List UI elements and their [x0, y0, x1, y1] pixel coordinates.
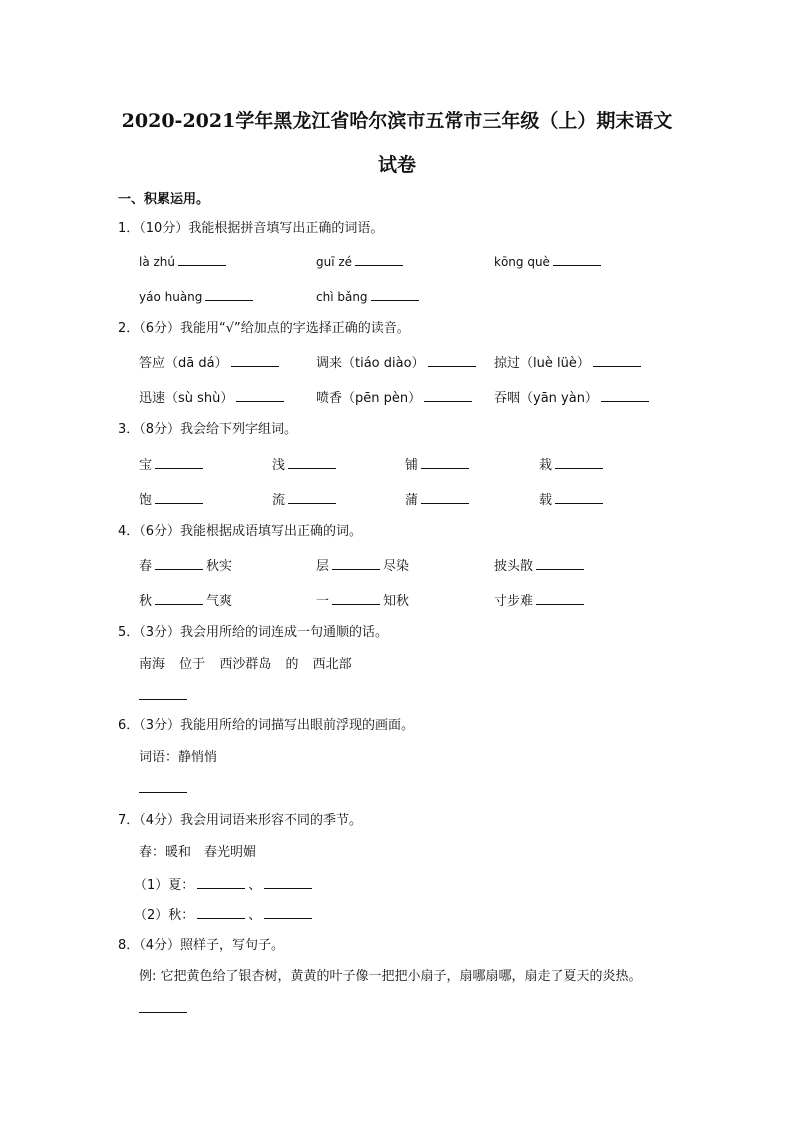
q5-word: 的 — [285, 657, 299, 672]
answer-blank[interactable] — [178, 252, 226, 266]
q1-item-2: guī zé — [316, 252, 406, 271]
q8-answer — [136, 999, 190, 1019]
q6-prompt: 词语：静悄悄 — [139, 750, 218, 765]
question-7-stem: 7．（4分）我会用词语来形容不同的季节。 — [118, 813, 363, 828]
q1-item-5: chì bǎng — [316, 287, 422, 306]
q2-item-1: 答应（dā dá） — [139, 353, 282, 373]
answer-blank[interactable] — [197, 905, 245, 919]
q2-item-2: 调来（tiáo diào） — [316, 353, 479, 373]
answer-blank[interactable] — [205, 287, 253, 301]
q3-item-6: 流 — [272, 490, 339, 510]
answer-blank[interactable] — [555, 490, 603, 504]
question-2-stem: 2．（6分）我能用“√”给加点的字选择正确的读音。 — [118, 321, 410, 336]
q1-item-4: yáo huàng — [139, 287, 256, 306]
q5-word: 西沙群岛 — [219, 657, 272, 672]
answer-blank[interactable] — [197, 875, 245, 889]
q5-answer — [136, 686, 190, 706]
q7-sub-1: （1）夏： 、 — [134, 875, 315, 895]
question-8-stem: 8．（4分）照样子，写句子。 — [118, 938, 285, 953]
q4-item-1: 春 秋实 — [139, 556, 232, 576]
answer-blank[interactable] — [593, 353, 641, 367]
page-title-line2: 试卷 — [377, 154, 416, 176]
answer-blank[interactable] — [428, 353, 476, 367]
answer-blank[interactable] — [288, 455, 336, 469]
answer-blank[interactable] — [288, 490, 336, 504]
answer-blank[interactable] — [264, 875, 312, 889]
q2-item-4: 迅速（sù shù） — [139, 388, 287, 408]
q4-item-3: 披头散 — [494, 556, 587, 576]
q2-item-5: 喷香（pēn pèn） — [316, 388, 475, 408]
q7-sub-2: （2）秋： 、 — [134, 905, 315, 925]
q2-item-6: 吞咽（yān yàn） — [494, 388, 652, 408]
question-4-stem: 4．（6分）我能根据成语填写出正确的词。 — [118, 524, 363, 539]
q3-item-3: 铺 — [405, 455, 472, 475]
q3-item-4: 栽 — [539, 455, 606, 475]
answer-blank[interactable] — [155, 455, 203, 469]
q7-example: 春：暖和 春光明媚 — [139, 845, 257, 860]
question-1-stem: 1．（10分）我能根据拼音填写出正确的词语。 — [118, 221, 384, 236]
answer-blank[interactable] — [355, 252, 403, 266]
answer-blank[interactable] — [421, 490, 469, 504]
answer-blank[interactable] — [155, 556, 203, 570]
section-heading: 一、积累运用。 — [118, 192, 210, 207]
q4-item-4: 秋 气爽 — [139, 591, 232, 611]
q4-item-2: 层 尽染 — [316, 556, 409, 576]
q1-item-1: là zhú — [139, 252, 229, 271]
q3-item-8: 载 — [539, 490, 606, 510]
answer-blank[interactable] — [139, 999, 187, 1013]
answer-blank[interactable] — [536, 556, 584, 570]
question-6-stem: 6．（3分）我能用所给的词描写出眼前浮现的画面。 — [118, 718, 415, 733]
answer-blank[interactable] — [139, 686, 187, 700]
answer-blank[interactable] — [332, 556, 380, 570]
q3-item-1: 宝 — [139, 455, 206, 475]
question-5-stem: 5．（3分）我会用所给的词连成一句通顺的话。 — [118, 625, 389, 640]
q5-word: 位于 — [179, 657, 206, 672]
q5-word: 南海 — [139, 657, 166, 672]
answer-blank[interactable] — [421, 455, 469, 469]
q4-item-5: 一 知秋 — [316, 591, 409, 611]
q3-item-5: 饱 — [139, 490, 206, 510]
answer-blank[interactable] — [139, 779, 187, 793]
page-title-line1: 2020-2021学年黑龙江省哈尔滨市五常市三年级（上）期末语文 — [121, 110, 673, 132]
answer-blank[interactable] — [601, 388, 649, 402]
answer-blank[interactable] — [332, 591, 380, 605]
q8-example: 例: 它把黄色给了银杏树，黄黄的叶子像一把把小扇子，扇哪扇哪，扇走了夏天的炎热。 — [139, 969, 642, 984]
answer-blank[interactable] — [155, 591, 203, 605]
q2-item-3: 掠过（luè lüè） — [494, 353, 644, 373]
q3-item-2: 浅 — [272, 455, 339, 475]
q4-item-6: 寸步难 — [494, 591, 587, 611]
answer-blank[interactable] — [231, 353, 279, 367]
q6-answer — [136, 779, 190, 799]
answer-blank[interactable] — [236, 388, 284, 402]
q3-item-7: 蒲 — [405, 490, 472, 510]
answer-blank[interactable] — [424, 388, 472, 402]
question-3-stem: 3．（8分）我会给下列字组词。 — [118, 422, 298, 437]
q1-item-3: kōng què — [494, 252, 604, 271]
q5-words — [139, 656, 352, 674]
q5-word: 西北部 — [312, 657, 352, 672]
answer-blank[interactable] — [555, 455, 603, 469]
answer-blank[interactable] — [371, 287, 419, 301]
answer-blank[interactable] — [264, 905, 312, 919]
answer-blank[interactable] — [553, 252, 601, 266]
answer-blank[interactable] — [536, 591, 584, 605]
answer-blank[interactable] — [155, 490, 203, 504]
